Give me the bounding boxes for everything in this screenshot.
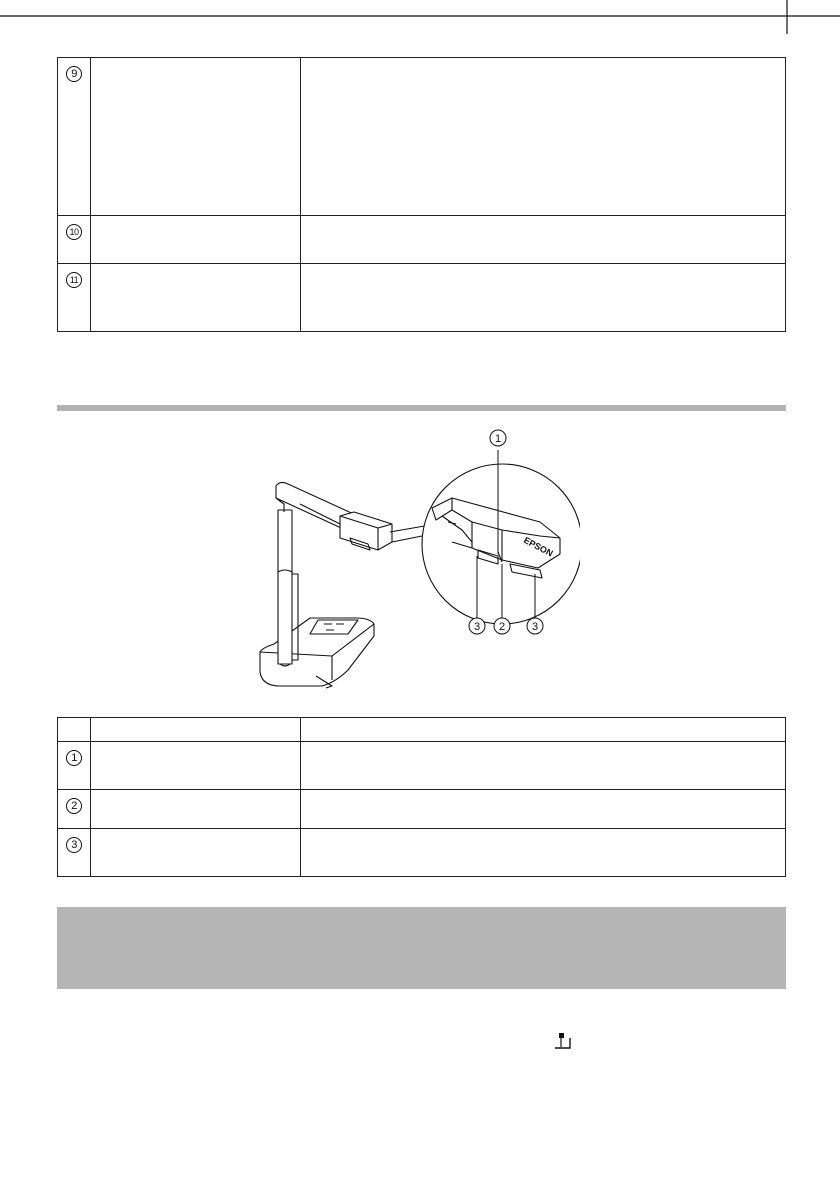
row-number: 10 xyxy=(66,224,82,240)
brand-label: EPSON xyxy=(522,534,555,559)
document-camera-illustration xyxy=(240,424,580,696)
row-number: 3 xyxy=(66,837,82,853)
document-camera-icon xyxy=(554,1030,574,1052)
callout-3: 3 xyxy=(531,621,539,633)
parts-table-bottom xyxy=(57,717,786,877)
table-row xyxy=(58,216,786,264)
section-rule xyxy=(57,405,786,411)
table-header-row xyxy=(58,718,786,742)
table-row xyxy=(58,829,786,877)
row-number: 11 xyxy=(66,272,82,288)
table-row xyxy=(58,790,786,829)
note-box xyxy=(57,907,786,989)
row-number: 2 xyxy=(66,798,82,814)
table-row xyxy=(58,58,786,216)
callout-1: 1 xyxy=(494,433,502,445)
crop-mark-icon xyxy=(0,0,840,60)
callout-3: 3 xyxy=(473,621,481,633)
row-number: 9 xyxy=(66,66,82,82)
parts-table-top xyxy=(57,57,786,332)
table-row xyxy=(58,264,786,332)
row-number: 1 xyxy=(66,750,82,766)
table-row xyxy=(58,742,786,790)
callout-2: 2 xyxy=(498,621,506,633)
